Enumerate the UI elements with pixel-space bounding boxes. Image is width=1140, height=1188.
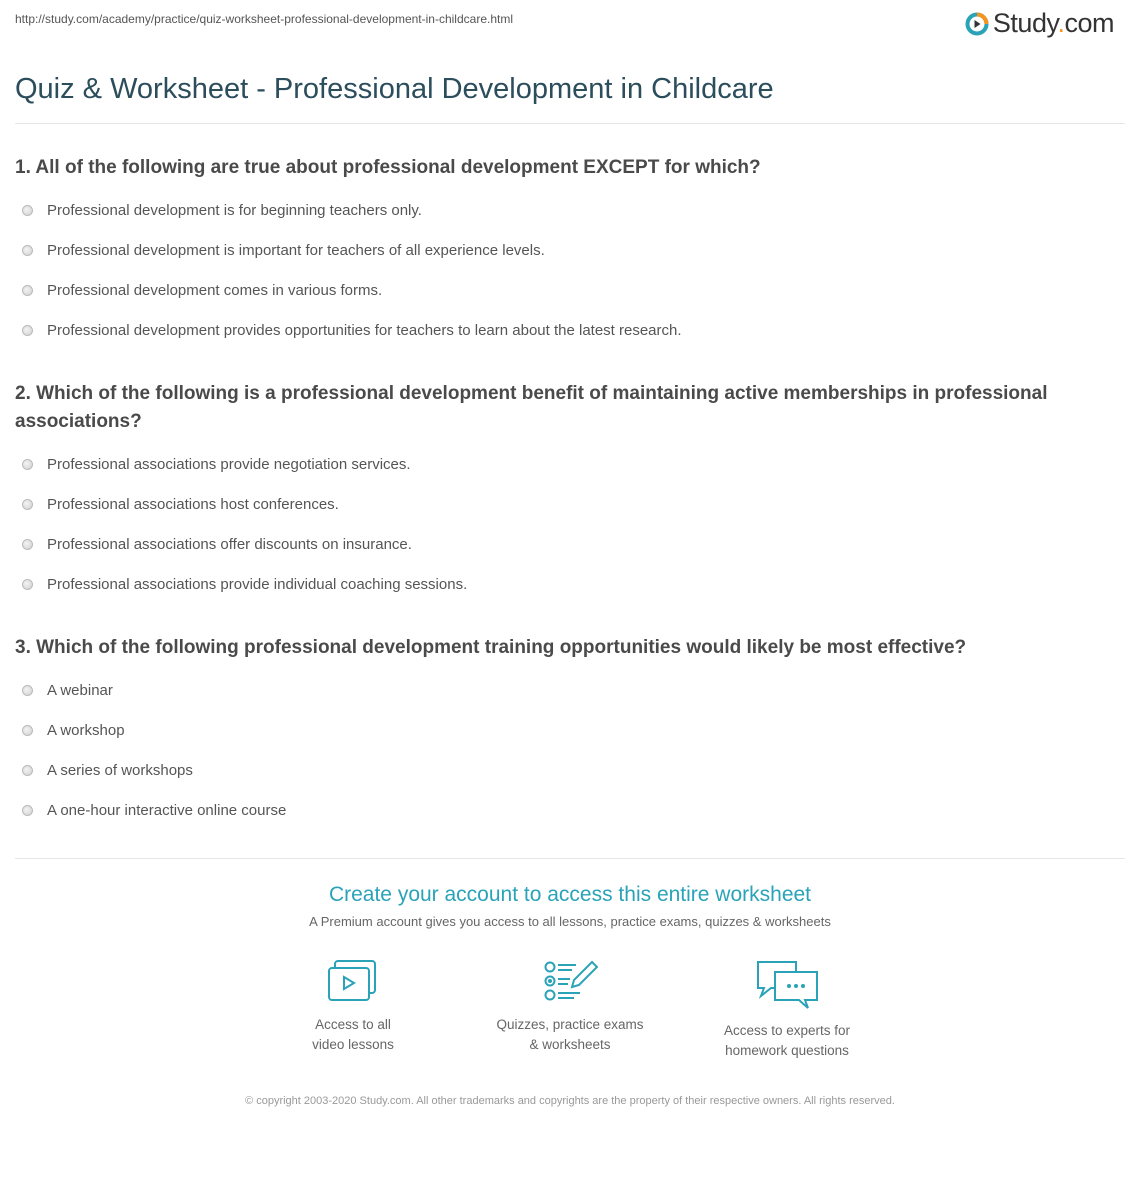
question-2: 2. Which of the following is a professional development benefit of maintaining active memberships in professional associations?	[15, 383, 1048, 432]
play-logo-icon	[965, 12, 989, 36]
answer-option[interactable]	[22, 444, 1140, 484]
question-3-options	[22, 670, 1140, 830]
option-label: A series of workshops	[47, 761, 193, 779]
question-3: 3. Which of the following professional development training opportunities would likely be most effective?	[15, 637, 967, 658]
question-1-options	[22, 190, 1140, 350]
radio-button[interactable]	[22, 539, 33, 550]
header	[0, 0, 1140, 64]
feature-label: video lessons	[312, 1037, 394, 1052]
radio-button[interactable]	[22, 325, 33, 336]
logo-tld: com	[1064, 8, 1114, 38]
answer-option[interactable]	[22, 230, 1140, 270]
option-label: Professional development comes in various forms.	[47, 281, 383, 299]
chat-bubbles-icon	[755, 959, 819, 1009]
answer-option[interactable]	[22, 790, 1140, 830]
radio-button[interactable]	[22, 459, 33, 470]
option-label: Professional associations provide individual coaching sessions.	[47, 575, 468, 593]
option-label: Professional development is important for teachers of all experience levels.	[47, 241, 545, 259]
page-title: Quiz & Worksheet - Professional Development in Childcare	[15, 73, 774, 105]
radio-button[interactable]	[22, 245, 33, 256]
radio-button[interactable]	[22, 285, 33, 296]
option-label: A one-hour interactive online course	[47, 801, 287, 819]
option-label: Professional associations host conferences.	[47, 495, 339, 513]
quiz-checklist-icon	[542, 959, 598, 1003]
divider	[15, 858, 1125, 859]
option-label: Professional development is for beginning teachers only.	[47, 201, 422, 219]
question-2-options	[22, 444, 1140, 604]
option-label: A workshop	[47, 721, 125, 739]
option-label: Professional associations offer discounts on insurance.	[47, 535, 412, 553]
feature-label: Access to all	[315, 1017, 391, 1032]
radio-button[interactable]	[22, 765, 33, 776]
option-label: A webinar	[47, 681, 113, 699]
features	[0, 959, 1140, 1061]
logo-name: Study	[992, 8, 1058, 38]
answer-option[interactable]	[22, 190, 1140, 230]
divider	[15, 123, 1125, 124]
radio-button[interactable]	[22, 499, 33, 510]
video-lessons-icon	[327, 959, 379, 1003]
radio-button[interactable]	[22, 205, 33, 216]
answer-option[interactable]	[22, 270, 1140, 310]
page-url: http://study.com/academy/practice/quiz-worksheet-professional-development-in-childcare.html	[15, 12, 513, 26]
feature-label: Access to experts for	[723, 1023, 851, 1038]
question-1: 1. All of the following are true about professional development EXCEPT for which?	[15, 157, 761, 178]
feature-label: & worksheets	[529, 1037, 611, 1052]
answer-option[interactable]	[22, 750, 1140, 790]
radio-button[interactable]	[22, 725, 33, 736]
feature-quizzes	[470, 959, 670, 1061]
radio-button[interactable]	[22, 805, 33, 816]
option-label: Professional associations provide negotiation services.	[47, 455, 411, 473]
feature-label: homework questions	[725, 1043, 849, 1058]
feature-experts	[687, 959, 887, 1061]
radio-button[interactable]	[22, 685, 33, 696]
create-account-link[interactable]: Create your account to access this entire worksheet	[328, 883, 812, 906]
answer-option[interactable]	[22, 524, 1140, 564]
answer-option[interactable]	[22, 670, 1140, 710]
study-logo[interactable]	[965, 8, 1114, 39]
copyright-footer: © copyright 2003-2020 Study.com. All other trademarks and copyrights are the property of their respective owners. All rights reserved.	[245, 1095, 895, 1107]
radio-button[interactable]	[22, 579, 33, 590]
premium-description: A Premium account gives you access to all lessons, practice exams, quizzes & worksheets	[309, 914, 831, 929]
logo-dot: .	[1057, 8, 1065, 38]
answer-option[interactable]	[22, 484, 1140, 524]
answer-option[interactable]	[22, 710, 1140, 750]
answer-option[interactable]	[22, 564, 1140, 604]
answer-option[interactable]	[22, 310, 1140, 350]
feature-video-lessons	[253, 959, 453, 1061]
feature-label: Quizzes, practice exams	[496, 1017, 644, 1032]
option-label: Professional development provides opportunities for teachers to learn about the latest research.	[47, 321, 682, 339]
